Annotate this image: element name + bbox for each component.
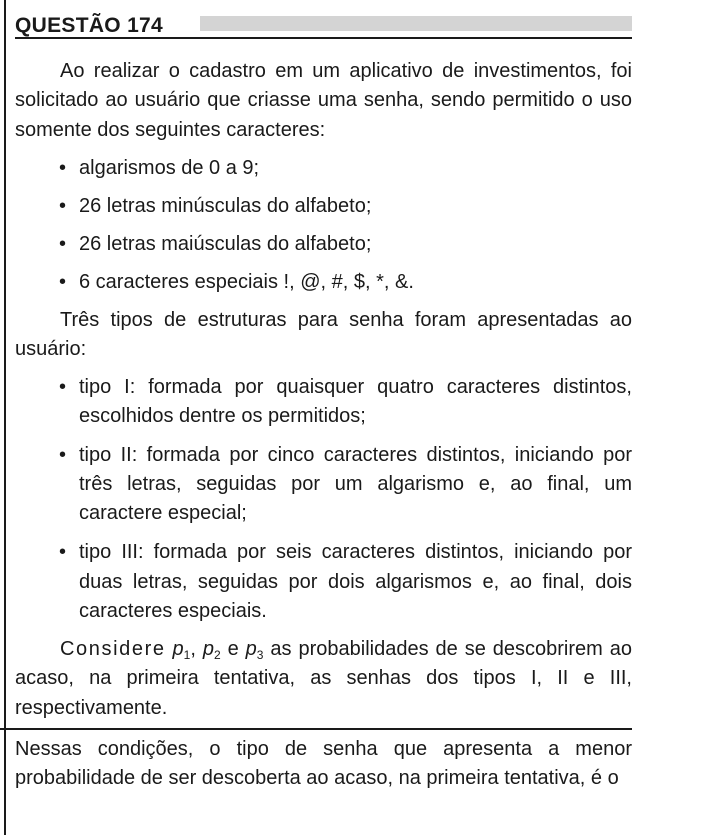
left-frame-line — [4, 0, 6, 835]
question-prompt: Nessas condições, o tipo de senha que apresenta a menor probabilidade de ser descoberta ao acaso, na primeira tentativa, é o — [15, 738, 632, 790]
header-underline — [15, 37, 632, 39]
list-item: • tipo III: formada por seis caracteres distintos, iniciando por duas letras, seguidas por dois algarismos e, ao final, dois caracteres especiais. — [15, 538, 632, 626]
p-variable: p — [202, 638, 214, 661]
intro-paragraph: Ao realizar o cadastro em um aplicativo de investimentos, foi solicitado ao usuário que criasse uma senha, sendo permitido o uso somente dos seguintes caracteres: — [15, 60, 632, 141]
question-number: QUESTÃO 174 — [15, 14, 164, 37]
subscript: 3 — [256, 648, 264, 663]
list-item: • algarismos de 0 a 9; — [15, 154, 632, 183]
question-body — [15, 57, 632, 723]
consider-paragraph — [15, 635, 632, 723]
list-item: • tipo II: formada por cinco caracteres distintos, iniciando por três letras, seguidas por um algarismo e, ao final, um caractere especial; — [15, 441, 632, 529]
subscript: 1 — [183, 648, 191, 663]
separator: e — [220, 638, 246, 661]
list-item: • 26 letras maiúsculas do alfabeto; — [15, 230, 632, 259]
structures-intro-paragraph: Três tipos de estruturas para senha foram apresentadas ao usuário: — [15, 308, 632, 360]
allowed-characters-list — [15, 154, 632, 297]
list-item: • 26 letras minúsculas do alfabeto; — [15, 192, 632, 221]
subscript: 2 — [213, 648, 221, 663]
password-structures-list — [15, 373, 632, 626]
question-header — [15, 13, 632, 39]
list-item: • 6 caracteres especiais !, @, #, $, *, &. — [15, 268, 632, 297]
p-variable: p — [172, 638, 184, 661]
consider-lead: Considere — [60, 638, 166, 661]
section-divider — [0, 728, 632, 730]
header-gray-bar — [200, 16, 632, 31]
consider-rest: as probabilidades de se descobrirem ao acaso, na primeira tentativa, as senhas dos tipos I, II e III, respectivamente. — [15, 638, 633, 719]
list-item: • tipo I: formada por quaisquer quatro caracteres distintos, escolhidos dentre os permitidos; — [15, 373, 632, 432]
p-variable: p — [245, 638, 257, 661]
separator: , — [190, 638, 196, 661]
